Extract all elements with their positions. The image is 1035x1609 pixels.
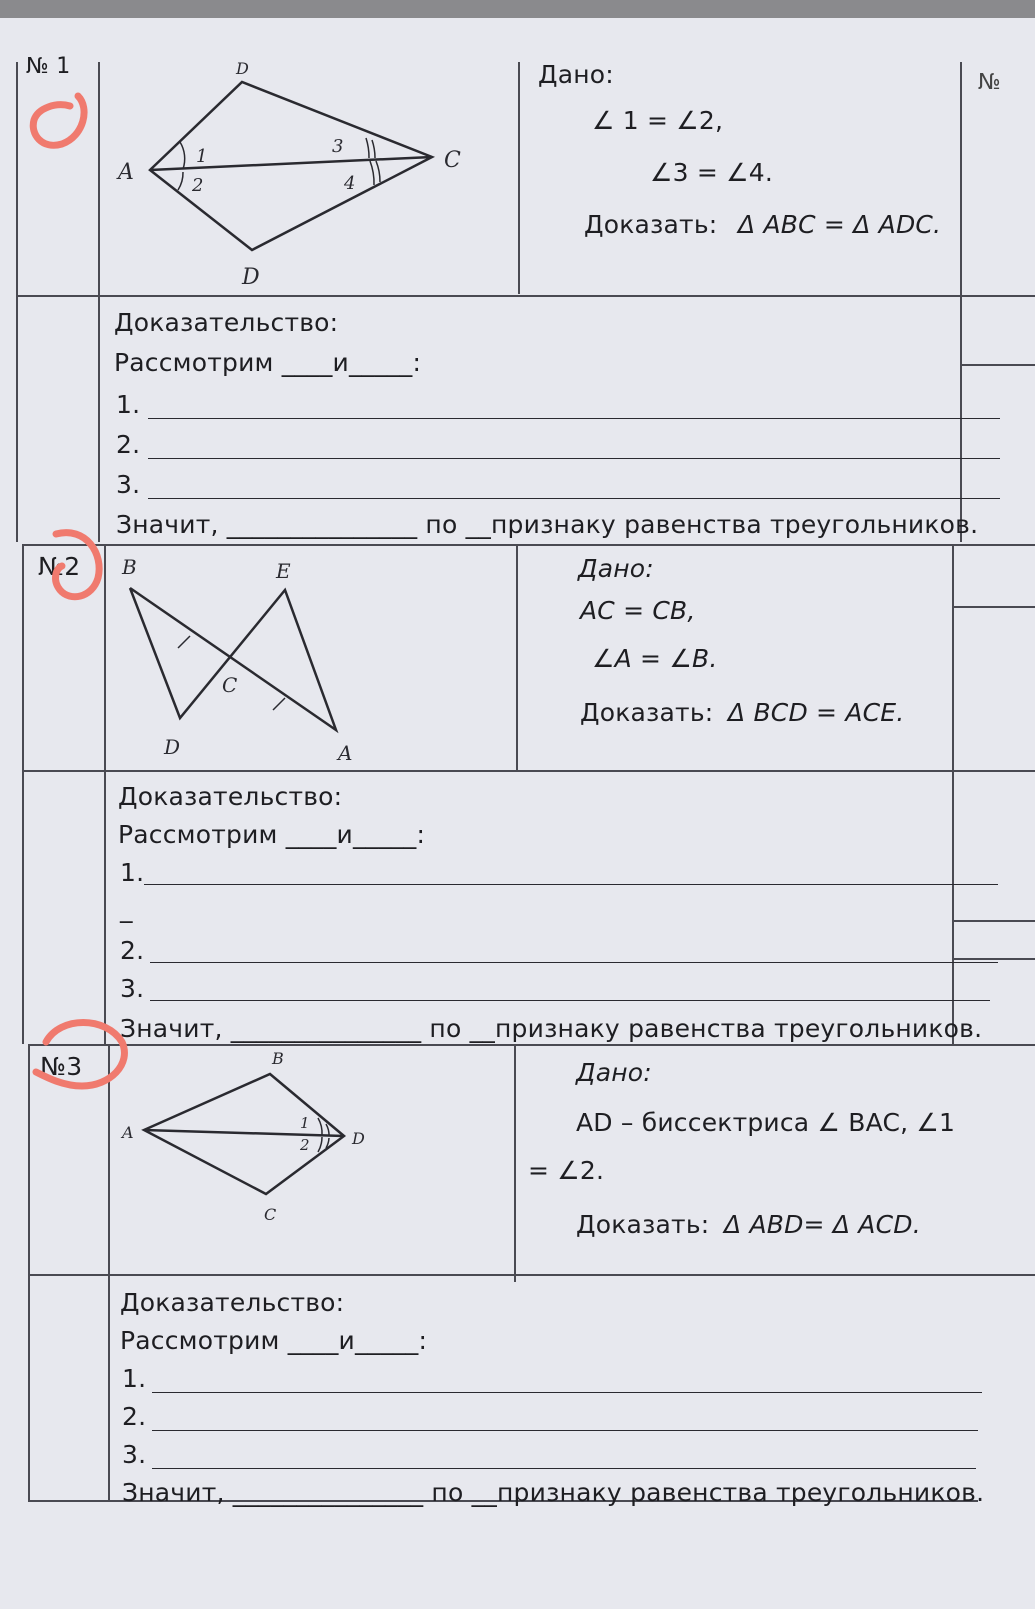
answer-line[interactable] bbox=[148, 458, 1000, 459]
vertex-label: C bbox=[264, 1205, 277, 1224]
prove-statement: Δ ABD= Δ ACD. bbox=[724, 1210, 921, 1239]
prove-label: Доказать: bbox=[580, 698, 714, 727]
angle-label: 2 bbox=[300, 1136, 310, 1154]
next-column-line bbox=[952, 958, 1035, 960]
vertex-label: C bbox=[222, 673, 238, 697]
given-title: Дано: bbox=[538, 60, 614, 89]
answer-line[interactable] bbox=[152, 1430, 978, 1431]
vertex-label: A bbox=[338, 741, 353, 765]
given-line: AC = CB, bbox=[580, 596, 696, 625]
answer-line[interactable] bbox=[150, 962, 998, 963]
conclusion-line: Значит, _______________ по __признаку равенства треугольников. bbox=[116, 510, 979, 539]
row-divider bbox=[28, 1044, 1035, 1046]
answer-line[interactable] bbox=[152, 1468, 976, 1469]
problem-number: №3 bbox=[40, 1052, 83, 1081]
proof-step: 3. bbox=[116, 470, 141, 499]
given-column-divider bbox=[518, 62, 520, 294]
proof-step: 1. bbox=[120, 858, 145, 887]
vertex-label: B bbox=[122, 555, 137, 579]
table-border-right bbox=[952, 544, 954, 1044]
angle-label: 1 bbox=[196, 146, 208, 167]
row-divider bbox=[28, 1274, 1035, 1276]
vertex-label: E bbox=[276, 559, 291, 583]
marker-circle-annotation bbox=[18, 78, 98, 158]
vertex-label: D bbox=[236, 62, 249, 78]
angle-label: 1 bbox=[300, 1114, 310, 1132]
number-column-divider bbox=[104, 544, 106, 1044]
given-column-divider bbox=[514, 1046, 516, 1282]
prove-statement: Δ BCD = ACE. bbox=[728, 698, 905, 727]
given-title: Дано: bbox=[576, 1058, 652, 1087]
proof-step: 2. bbox=[122, 1402, 147, 1431]
problem-3-diagram bbox=[112, 1048, 502, 1248]
vertex-label: D bbox=[164, 735, 181, 759]
angle-label: 3 bbox=[332, 136, 344, 157]
vertex-label: D bbox=[242, 265, 260, 290]
vertex-label: C bbox=[444, 148, 461, 173]
row-divider bbox=[22, 770, 1035, 772]
consider-line: Рассмотрим ____и_____: bbox=[118, 820, 426, 849]
next-column-number: № bbox=[978, 70, 1002, 95]
row-divider bbox=[16, 295, 1035, 297]
table-border-right bbox=[960, 62, 962, 542]
answer-line[interactable] bbox=[144, 884, 998, 885]
consider-line: Рассмотрим ____и_____: bbox=[114, 348, 422, 377]
problem-number: № 1 bbox=[26, 54, 71, 79]
answer-line[interactable] bbox=[148, 418, 1000, 419]
conclusion-line: Значит, _______________ по __признаку равенства треугольников. bbox=[122, 1478, 985, 1507]
proof-step: 2. bbox=[116, 430, 141, 459]
problem-2-diagram bbox=[110, 548, 510, 768]
answer-line[interactable] bbox=[152, 1392, 982, 1393]
vertex-label: D bbox=[352, 1129, 365, 1148]
proof-step: 1. bbox=[122, 1364, 147, 1393]
proof-step: 3. bbox=[122, 1440, 147, 1469]
given-column-divider bbox=[516, 544, 518, 770]
angle-label: 2 bbox=[192, 175, 204, 196]
row-divider bbox=[22, 544, 1035, 546]
angle-label: 4 bbox=[344, 173, 356, 194]
table-border-left bbox=[22, 544, 24, 1044]
given-line: ∠3 = ∠4. bbox=[650, 158, 774, 187]
next-column-line bbox=[952, 920, 1035, 922]
problem-number: №2 bbox=[38, 552, 81, 581]
number-column-divider bbox=[98, 62, 100, 542]
next-column-line bbox=[960, 364, 1035, 366]
marker-circle-annotation bbox=[24, 1002, 134, 1102]
given-title: Дано: bbox=[578, 554, 654, 583]
vertex-label: A bbox=[122, 1123, 134, 1142]
proof-title: Доказательство: bbox=[120, 1288, 345, 1317]
problem-1-diagram bbox=[110, 62, 510, 292]
answer-line[interactable] bbox=[148, 498, 1000, 499]
answer-line[interactable] bbox=[150, 1000, 990, 1001]
prove-label: Доказать: bbox=[584, 210, 718, 239]
proof-step-stray-mark: _ bbox=[120, 894, 133, 923]
given-line: AD – биссектриса ∠ BAC, ∠1 bbox=[576, 1108, 956, 1137]
vertex-label: B bbox=[272, 1049, 284, 1068]
vertex-label: A bbox=[118, 160, 134, 185]
proof-title: Доказательство: bbox=[118, 782, 343, 811]
proof-step: 1. bbox=[116, 390, 141, 419]
marker-circle-annotation bbox=[30, 518, 110, 608]
next-column-line bbox=[952, 606, 1035, 608]
proof-title: Доказательство: bbox=[114, 308, 339, 337]
prove-statement: Δ ABC = Δ ADC. bbox=[738, 210, 942, 239]
worksheet-page bbox=[0, 18, 1035, 1609]
proof-step: 2. bbox=[120, 936, 145, 965]
proof-step: 3. bbox=[120, 974, 145, 1003]
consider-line: Рассмотрим ____и_____: bbox=[120, 1326, 428, 1355]
given-line: ∠ 1 = ∠2, bbox=[592, 106, 724, 135]
given-line: ∠A = ∠B. bbox=[592, 644, 718, 673]
given-line: = ∠2. bbox=[528, 1156, 605, 1185]
conclusion-line: Значит, _______________ по __признаку равенства треугольников. bbox=[120, 1014, 983, 1043]
prove-label: Доказать: bbox=[576, 1210, 710, 1239]
